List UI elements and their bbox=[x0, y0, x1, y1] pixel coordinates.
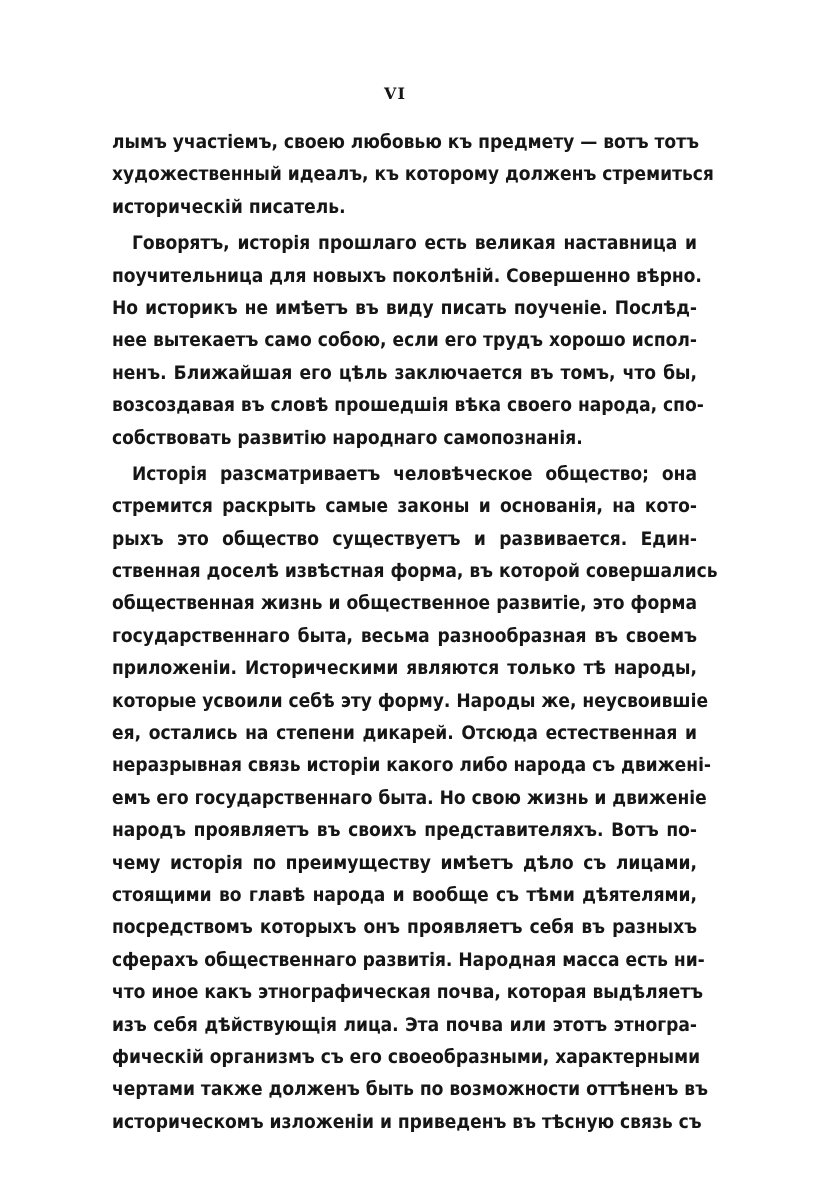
text-line: собствовать развитію народнаго самопознанія. bbox=[112, 426, 583, 449]
text-line: общественная жизнь и общественное развитіе, это форма bbox=[112, 592, 697, 615]
paragraph-3 bbox=[112, 458, 718, 1138]
text-line: возсоздавая въ словѣ прошедшія вѣка своего народа, спо- bbox=[112, 394, 704, 417]
text-line: Исторія разсматриваетъ человѣческое общество; она bbox=[132, 462, 697, 485]
text-line: ненъ. Ближайшая его цѣль заключается въ томъ, что бы, bbox=[112, 361, 697, 384]
text-line: художественный идеалъ, къ которому долженъ стремиться bbox=[112, 163, 714, 186]
text-line: народъ проявляетъ въ своихъ представителяхъ. Вотъ по- bbox=[112, 819, 697, 842]
text-line: рыхъ это общество существуетъ и развивается. Един- bbox=[112, 527, 697, 550]
text-line: что иное какъ этнографическая почва, которая выдѣляетъ bbox=[112, 981, 703, 1004]
text-line: емъ его государственнаго быта. Но свою жизнь и движеніе bbox=[112, 786, 707, 809]
text-line: посредствомъ которыхъ онъ проявляетъ себя въ разныхъ bbox=[112, 916, 697, 939]
text-line: чему исторія по преимуществу имѣетъ дѣло съ лицами, bbox=[112, 851, 697, 874]
text-line: историческій писатель. bbox=[112, 195, 346, 218]
page-number: VI bbox=[384, 84, 406, 103]
text-line: государственнаго быта, весьма разнообразная въ своемъ bbox=[112, 624, 697, 647]
text-line: сферахъ общественнаго развитія. Народная масса есть ни- bbox=[112, 948, 705, 971]
text-line: ственная доселѣ извѣстная форма, въ которой совершались bbox=[112, 560, 718, 583]
text-line: стремится раскрыть самые законы и основанія, на кото- bbox=[112, 495, 697, 518]
text-line: лымъ участіемъ, своею любовью къ предмету — вотъ тотъ bbox=[112, 131, 699, 153]
text-line: стоящими во главѣ народа и вообще съ тѣми дѣятелями, bbox=[112, 883, 697, 906]
text-line: изъ себя дѣйствующія лица. Эта почва или этотъ этногра- bbox=[112, 1013, 697, 1036]
text-line: неразрывная связь исторіи какого либо народа съ движені- bbox=[112, 754, 712, 777]
paragraph-2 bbox=[112, 227, 704, 454]
text-line: поучительница для новыхъ поколѣній. Совершенно вѣрно. bbox=[112, 264, 702, 287]
text-line: чертами также долженъ быть по возможности оттѣненъ въ bbox=[112, 1078, 708, 1101]
paragraph-1 bbox=[112, 126, 714, 223]
text-line: Но историкъ не имѣетъ въ виду писать поученіе. Послѣд- bbox=[112, 296, 697, 319]
body-text bbox=[112, 126, 718, 1138]
text-line: историческомъ изложеніи и приведенъ въ тѣсную связь съ bbox=[112, 1110, 702, 1133]
text-line: нее вытекаетъ само собою, если его трудъ хорошо испол- bbox=[112, 329, 697, 352]
text-line: которые усвоили себѣ эту форму. Народы же, неусвоившіе bbox=[112, 689, 709, 712]
text-line: приложеніи. Историческими являются только тѣ народы, bbox=[112, 657, 697, 680]
text-line: фическій организмъ съ его своеобразными, характерными bbox=[112, 1045, 701, 1068]
text-line: ея, остались на степени дикарей. Отсюда естественная и bbox=[112, 722, 697, 745]
text-line: Говорятъ, исторія прошлаго есть великая наставница и bbox=[132, 232, 697, 255]
